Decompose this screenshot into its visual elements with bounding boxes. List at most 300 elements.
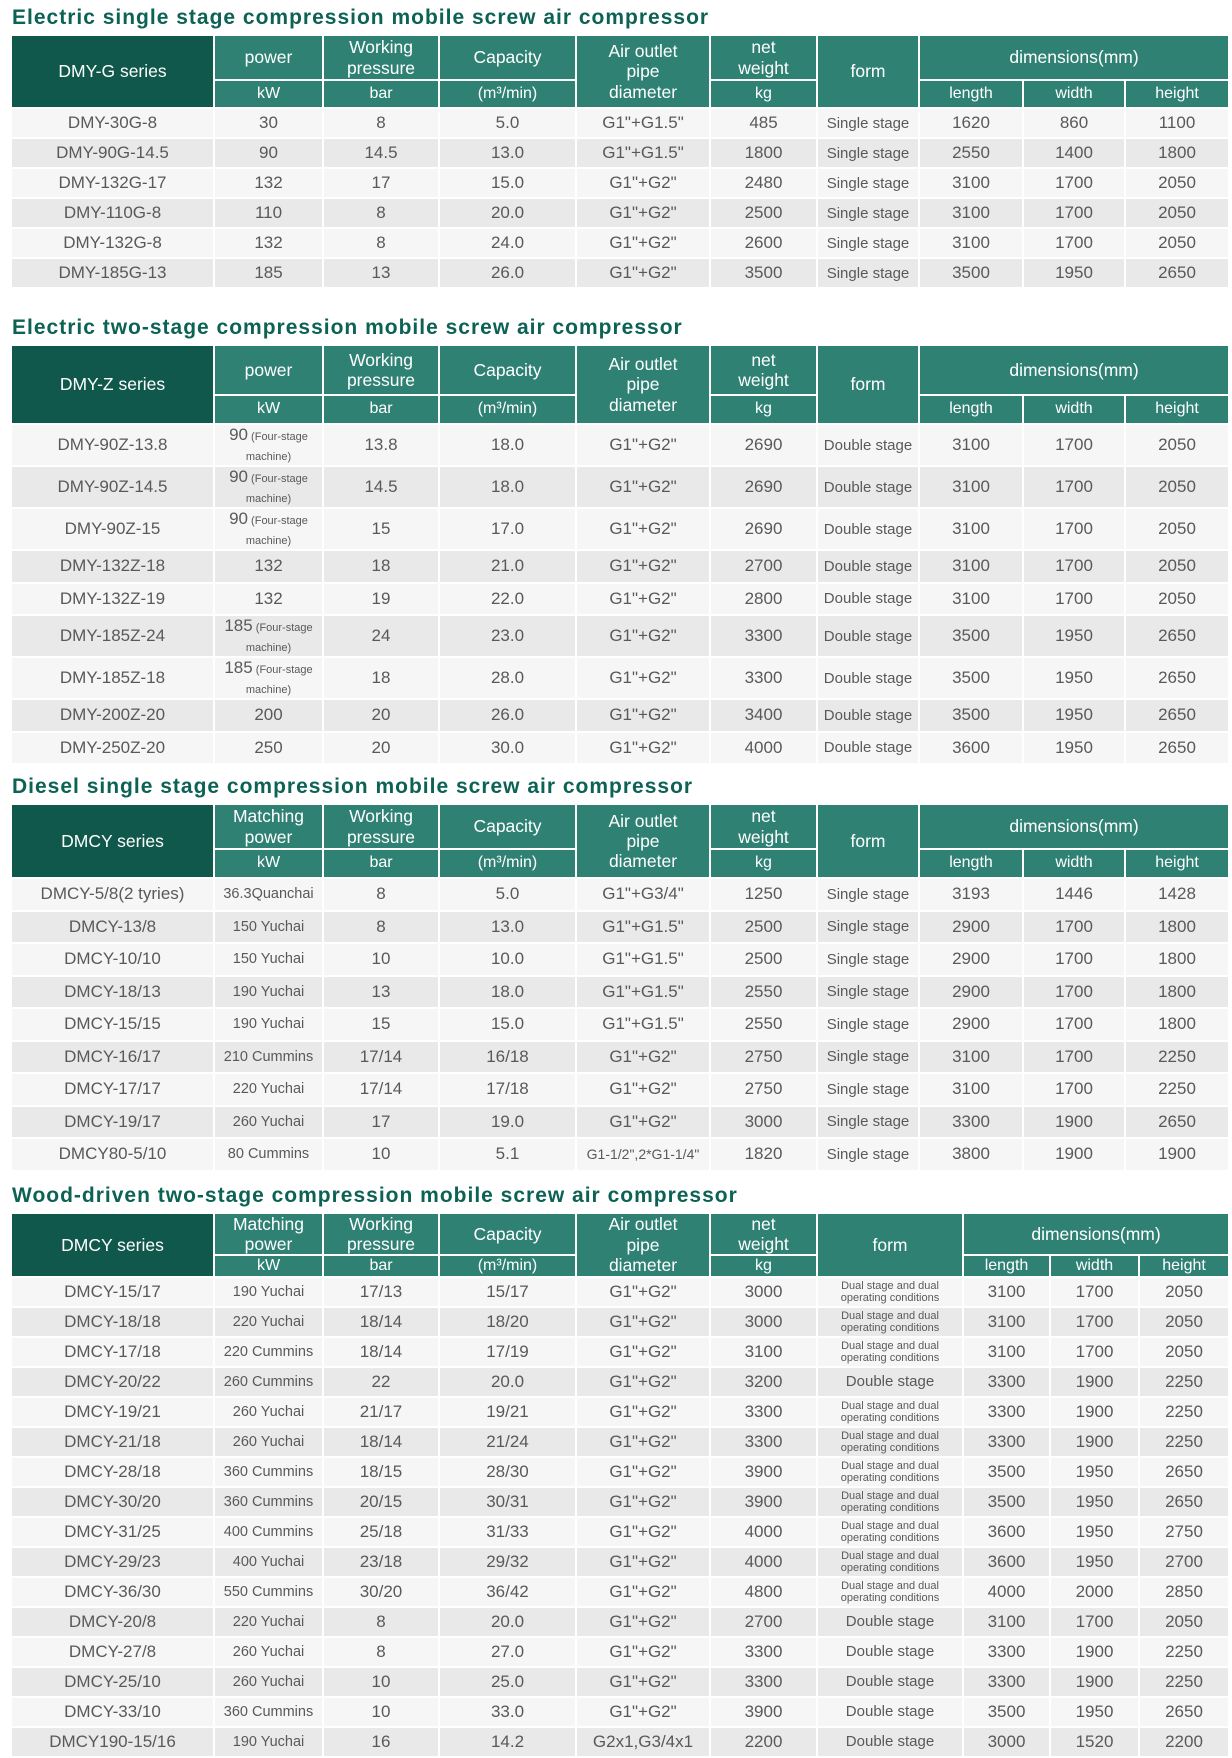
cell-pressure: 20/15: [323, 1487, 439, 1517]
cell-form: Dual stage and dual operating conditions: [817, 1547, 963, 1577]
cell-pressure: 20: [323, 699, 439, 732]
power-value: 260 Yuchai: [232, 1403, 305, 1420]
capacity-unit: (m³/min): [439, 1255, 576, 1277]
cell-length: 3300: [963, 1367, 1050, 1397]
cell-power: [214, 657, 323, 699]
cell-length: 3100: [919, 550, 1023, 583]
form-header: form: [817, 345, 919, 424]
cell-width: 1950: [1023, 258, 1125, 288]
table-row: [11, 1138, 1229, 1171]
cell-width: 1700: [1023, 424, 1125, 466]
cell-capacity: 21.0: [439, 550, 576, 583]
cell-length: 3500: [919, 615, 1023, 657]
cell-length: 3100: [919, 168, 1023, 198]
cell-outlet: G1"+G2": [576, 1427, 710, 1457]
capacity-unit: (m³/min): [439, 849, 576, 878]
table-row: [11, 1607, 1229, 1637]
cell-power: [214, 168, 323, 198]
cell-model: DMCY-25/10: [11, 1667, 214, 1697]
cell-length: 3100: [919, 198, 1023, 228]
cell-capacity: 13.0: [439, 138, 576, 168]
cell-weight: 2480: [710, 168, 817, 198]
cell-form: Single stage: [817, 108, 919, 138]
cell-pressure: 17: [323, 168, 439, 198]
form-header: form: [817, 804, 919, 878]
table-row: [11, 1277, 1229, 1307]
cell-form: Double stage: [817, 508, 919, 550]
cell-height: 2650: [1139, 1457, 1229, 1487]
cell-capacity: 18.0: [439, 976, 576, 1009]
cell-model: DMCY-33/10: [11, 1697, 214, 1727]
cell-model: DMCY-15/15: [11, 1008, 214, 1041]
weight-header: net weight: [710, 804, 817, 849]
cell-height: 2050: [1125, 583, 1229, 616]
cell-power: [214, 1637, 323, 1667]
cell-power: [214, 424, 323, 466]
cell-power: [214, 1547, 323, 1577]
length-header: length: [963, 1255, 1050, 1277]
cell-height: 1800: [1125, 943, 1229, 976]
weight-unit: kg: [710, 1255, 817, 1277]
cell-capacity: 10.0: [439, 943, 576, 976]
cell-outlet: G1"+G2": [576, 1577, 710, 1607]
cell-outlet: G1"+G2": [576, 1041, 710, 1074]
weight-unit: kg: [710, 395, 817, 424]
cell-weight: 2550: [710, 1008, 817, 1041]
power-value: 260 Yuchai: [232, 1113, 305, 1130]
cell-power: [214, 1517, 323, 1547]
cell-height: 2050: [1139, 1277, 1229, 1307]
cell-height: 2250: [1139, 1367, 1229, 1397]
cell-capacity: 28.0: [439, 657, 576, 699]
capacity-header: Capacity: [439, 1213, 576, 1255]
cell-height: 2200: [1139, 1727, 1229, 1757]
series-header: DMY-Z series: [11, 345, 214, 424]
cell-power: [214, 1337, 323, 1367]
cell-form: Dual stage and dual operating conditions: [817, 1577, 963, 1607]
cell-pressure: 18/14: [323, 1427, 439, 1457]
cell-form: Dual stage and dual operating conditions: [817, 1427, 963, 1457]
cell-outlet: G1"+G2": [576, 657, 710, 699]
power-value: 210 Cummins: [223, 1048, 314, 1065]
cell-pressure: 20: [323, 732, 439, 765]
form-header: form: [817, 35, 919, 108]
cell-model: DMY-132Z-19: [11, 583, 214, 616]
cell-model: DMCY-29/23: [11, 1547, 214, 1577]
cell-weight: 3200: [710, 1367, 817, 1397]
table-row: [11, 615, 1229, 657]
cell-pressure: 10: [323, 1667, 439, 1697]
power-value: 260 Yuchai: [232, 1433, 305, 1450]
cell-height: 2050: [1139, 1307, 1229, 1337]
weight-header: net weight: [710, 345, 817, 395]
cell-model: DMCY80-5/10: [11, 1138, 214, 1171]
cell-form: Single stage: [817, 228, 919, 258]
cell-height: 2650: [1125, 615, 1229, 657]
cell-length: 3100: [919, 1041, 1023, 1074]
cell-model: DMCY-31/25: [11, 1517, 214, 1547]
table-row: [11, 1367, 1229, 1397]
cell-weight: 3000: [710, 1277, 817, 1307]
cell-form: Single stage: [817, 258, 919, 288]
cell-power: [214, 615, 323, 657]
table-body: [11, 108, 1229, 288]
power-unit: kW: [214, 80, 323, 108]
pressure-header: Working pressure: [323, 35, 439, 80]
cell-model: DMCY-27/8: [11, 1637, 214, 1667]
cell-form: Single stage: [817, 1106, 919, 1139]
cell-length: 2550: [919, 138, 1023, 168]
cell-model: DMCY-10/10: [11, 943, 214, 976]
cell-length: 3100: [919, 1073, 1023, 1106]
cell-outlet: G1"+G2": [576, 1073, 710, 1106]
length-header: length: [919, 80, 1023, 108]
cell-outlet: G1"+G2": [576, 732, 710, 765]
cell-pressure: 18/15: [323, 1457, 439, 1487]
cell-weight: 3300: [710, 657, 817, 699]
cell-power: [214, 1667, 323, 1697]
power-value: 185: [224, 616, 253, 635]
power-value: 250: [254, 737, 283, 757]
power-value: 132: [254, 233, 283, 252]
cell-power: [214, 1427, 323, 1457]
capacity-header: Capacity: [439, 345, 576, 395]
cell-power: [214, 1138, 323, 1171]
cell-model: DMCY190-15/16: [11, 1727, 214, 1757]
cell-height: 2250: [1139, 1667, 1229, 1697]
cell-height: 2250: [1125, 1041, 1229, 1074]
cell-pressure: 17/13: [323, 1277, 439, 1307]
cell-width: 1950: [1050, 1547, 1139, 1577]
power-unit: kW: [214, 395, 323, 424]
cell-height: 2700: [1139, 1547, 1229, 1577]
cell-power: [214, 1697, 323, 1727]
cell-length: 2900: [919, 976, 1023, 1009]
cell-height: 2050: [1125, 550, 1229, 583]
cell-form: Double stage: [817, 657, 919, 699]
cell-outlet: G1"+G1.5": [576, 911, 710, 944]
spec-table: [10, 34, 1230, 289]
table-row: [11, 943, 1229, 976]
cell-model: DMCY-15/17: [11, 1277, 214, 1307]
section-title: Electric single stage compression mobile screw air compressor: [12, 6, 710, 29]
cell-weight: 2200: [710, 1727, 817, 1757]
cell-outlet: G1"+G2": [576, 1547, 710, 1577]
cell-pressure: 17/14: [323, 1041, 439, 1074]
cell-length: 3500: [919, 258, 1023, 288]
cell-model: DMY-185Z-24: [11, 615, 214, 657]
power-value: 360 Cummins: [223, 1493, 314, 1510]
cell-width: 860: [1023, 108, 1125, 138]
cell-width: 1950: [1050, 1457, 1139, 1487]
cell-pressure: 18/14: [323, 1307, 439, 1337]
dimensions-header: dimensions(mm): [919, 345, 1229, 395]
cell-model: DMY-132G-17: [11, 168, 214, 198]
cell-width: 1700: [1023, 228, 1125, 258]
cell-pressure: 13.8: [323, 424, 439, 466]
cell-power: [214, 1307, 323, 1337]
cell-form: Single stage: [817, 1008, 919, 1041]
cell-weight: 2700: [710, 550, 817, 583]
cell-outlet: G1"+G2": [576, 1277, 710, 1307]
cell-width: 1900: [1023, 1138, 1125, 1171]
power-value: 260 Yuchai: [232, 1673, 305, 1690]
cell-model: DMY-185G-13: [11, 258, 214, 288]
cell-power: [214, 228, 323, 258]
cell-weight: 3000: [710, 1106, 817, 1139]
pressure-unit: bar: [323, 395, 439, 424]
cell-model: DMCY-36/30: [11, 1577, 214, 1607]
power-value: 80 Cummins: [227, 1146, 310, 1163]
cell-weight: 2500: [710, 911, 817, 944]
cell-weight: 1800: [710, 138, 817, 168]
table-row: [11, 550, 1229, 583]
cell-height: 2250: [1139, 1397, 1229, 1427]
cell-outlet: G1"+G2": [576, 1667, 710, 1697]
power-note: (Four-stage machine): [245, 431, 308, 463]
cell-pressure: 19: [323, 583, 439, 616]
table-row: [11, 1487, 1229, 1517]
table-row: [11, 1073, 1229, 1106]
cell-power: [214, 1073, 323, 1106]
cell-width: 1700: [1023, 1073, 1125, 1106]
cell-form: Double stage: [817, 732, 919, 765]
width-header: width: [1023, 80, 1125, 108]
power-value: 360 Cummins: [223, 1703, 314, 1720]
cell-capacity: 26.0: [439, 258, 576, 288]
cell-pressure: 8: [323, 198, 439, 228]
cell-length: 4000: [963, 1577, 1050, 1607]
cell-outlet: G1"+G3/4": [576, 878, 710, 911]
cell-model: DMCY-16/17: [11, 1041, 214, 1074]
cell-height: 2050: [1125, 508, 1229, 550]
width-header: width: [1050, 1255, 1139, 1277]
cell-outlet: G2x1,G3/4x1: [576, 1727, 710, 1757]
cell-length: 3300: [963, 1397, 1050, 1427]
table-row: [11, 1667, 1229, 1697]
cell-width: 1950: [1050, 1487, 1139, 1517]
cell-power: [214, 1041, 323, 1074]
cell-width: 1700: [1050, 1337, 1139, 1367]
cell-capacity: 31/33: [439, 1517, 576, 1547]
cell-length: 3500: [963, 1697, 1050, 1727]
cell-pressure: 8: [323, 911, 439, 944]
power-unit: kW: [214, 1255, 323, 1277]
cell-weight: 2750: [710, 1073, 817, 1106]
cell-model: DMCY-18/18: [11, 1307, 214, 1337]
cell-outlet: G1"+G2": [576, 1397, 710, 1427]
cell-height: 2850: [1139, 1577, 1229, 1607]
cell-width: 1950: [1050, 1697, 1139, 1727]
cell-length: 3500: [963, 1457, 1050, 1487]
cell-length: 2900: [919, 1008, 1023, 1041]
power-value: 190 Yuchai: [232, 1733, 305, 1750]
cell-outlet: G1"+G1.5": [576, 138, 710, 168]
power-value: 360 Cummins: [223, 1463, 314, 1480]
cell-outlet: G1"+G2": [576, 424, 710, 466]
cell-height: 2650: [1125, 1106, 1229, 1139]
table-row: [11, 1637, 1229, 1667]
cell-weight: 2600: [710, 228, 817, 258]
cell-outlet: G1"+G2": [576, 699, 710, 732]
cell-outlet: G1"+G1.5": [576, 943, 710, 976]
cell-weight: 2700: [710, 1607, 817, 1637]
cell-power: [214, 508, 323, 550]
power-value: 190 Yuchai: [232, 1016, 305, 1033]
table-header: [11, 804, 1229, 878]
power-note: (Four-stage machine): [245, 664, 313, 696]
power-value: 36.3Quanchai: [223, 886, 314, 903]
cell-height: 1800: [1125, 1008, 1229, 1041]
cell-capacity: 23.0: [439, 615, 576, 657]
cell-outlet: G1"+G2": [576, 228, 710, 258]
cell-form: Single stage: [817, 943, 919, 976]
power-value: 150 Yuchai: [232, 951, 305, 968]
power-value: 400 Cummins: [223, 1523, 314, 1540]
capacity-header: Capacity: [439, 804, 576, 849]
width-header: width: [1023, 849, 1125, 878]
cell-power: [214, 976, 323, 1009]
power-value: 90: [229, 509, 248, 528]
pressure-unit: bar: [323, 80, 439, 108]
compressor-table-section: [10, 1183, 1228, 1758]
cell-weight: 2690: [710, 508, 817, 550]
cell-height: 1800: [1125, 976, 1229, 1009]
cell-width: 1700: [1023, 943, 1125, 976]
cell-height: 2750: [1139, 1517, 1229, 1547]
cell-pressure: 8: [323, 108, 439, 138]
cell-form: Dual stage and dual operating conditions: [817, 1397, 963, 1427]
cell-length: 2900: [919, 943, 1023, 976]
cell-model: DMY-200Z-20: [11, 699, 214, 732]
cell-width: 1950: [1023, 732, 1125, 765]
power-note: (Four-stage machine): [245, 622, 313, 654]
cell-outlet: G1"+G1.5": [576, 108, 710, 138]
cell-power: [214, 1577, 323, 1607]
weight-unit: kg: [710, 80, 817, 108]
cell-width: 2000: [1050, 1577, 1139, 1607]
outlet-header: Air outlet pipe diameter: [576, 345, 710, 424]
cell-pressure: 25/18: [323, 1517, 439, 1547]
cell-height: 2250: [1139, 1637, 1229, 1667]
power-value: 90: [229, 467, 248, 486]
power-value: 220 Yuchai: [232, 1081, 305, 1098]
table-row: [11, 424, 1229, 466]
cell-pressure: 13: [323, 976, 439, 1009]
cell-weight: 3100: [710, 1337, 817, 1367]
dimensions-header: dimensions(mm): [919, 804, 1229, 849]
cell-model: DMCY-20/22: [11, 1367, 214, 1397]
cell-height: 2050: [1125, 424, 1229, 466]
cell-width: 1950: [1023, 699, 1125, 732]
cell-power: [214, 732, 323, 765]
cell-pressure: 10: [323, 1138, 439, 1171]
cell-width: 1700: [1023, 911, 1125, 944]
cell-power: [214, 108, 323, 138]
power-value: 400 Yuchai: [232, 1553, 305, 1570]
cell-power: [214, 1727, 323, 1757]
cell-weight: 1820: [710, 1138, 817, 1171]
cell-model: DMY-132Z-18: [11, 550, 214, 583]
cell-capacity: 27.0: [439, 1637, 576, 1667]
cell-form: Single stage: [817, 878, 919, 911]
pressure-header: Working pressure: [323, 1213, 439, 1255]
cell-width: 1700: [1023, 508, 1125, 550]
table-row: [11, 657, 1229, 699]
cell-weight: 3500: [710, 258, 817, 288]
power-value: 90: [259, 143, 278, 162]
cell-power: [214, 466, 323, 508]
table-row: [11, 976, 1229, 1009]
page: [0, 5, 1232, 1758]
section-title: Diesel single stage compression mobile screw air compressor: [12, 775, 694, 798]
cell-capacity: 30.0: [439, 732, 576, 765]
power-header: power: [214, 35, 323, 80]
cell-outlet: G1"+G2": [576, 1337, 710, 1367]
cell-capacity: 28/30: [439, 1457, 576, 1487]
power-value: 185: [224, 658, 253, 677]
cell-outlet: G1-1/2",2*G1-1/4": [576, 1138, 710, 1171]
cell-pressure: 8: [323, 228, 439, 258]
cell-power: [214, 550, 323, 583]
cell-width: 1900: [1023, 1106, 1125, 1139]
cell-width: 1700: [1023, 1041, 1125, 1074]
cell-form: Dual stage and dual operating conditions: [817, 1307, 963, 1337]
cell-pressure: 8: [323, 878, 439, 911]
cell-capacity: 36/42: [439, 1577, 576, 1607]
cell-pressure: 14.5: [323, 138, 439, 168]
cell-length: 3600: [963, 1517, 1050, 1547]
outlet-header: Air outlet pipe diameter: [576, 1213, 710, 1277]
cell-outlet: G1"+G2": [576, 1487, 710, 1517]
height-header: height: [1125, 80, 1229, 108]
cell-length: 3100: [963, 1337, 1050, 1367]
pressure-unit: bar: [323, 1255, 439, 1277]
cell-capacity: 25.0: [439, 1667, 576, 1697]
cell-width: 1900: [1050, 1397, 1139, 1427]
cell-model: DMY-30G-8: [11, 108, 214, 138]
cell-length: 3300: [963, 1667, 1050, 1697]
cell-height: 1800: [1125, 911, 1229, 944]
cell-length: 3100: [919, 228, 1023, 258]
cell-capacity: 20.0: [439, 1367, 576, 1397]
table-row: [11, 508, 1229, 550]
table-row: [11, 1106, 1229, 1139]
power-note: (Four-stage machine): [245, 515, 308, 547]
weight-unit: kg: [710, 849, 817, 878]
cell-outlet: G1"+G2": [576, 1517, 710, 1547]
cell-height: 2650: [1139, 1487, 1229, 1517]
power-header: Matching power: [214, 1213, 323, 1255]
cell-pressure: 22: [323, 1367, 439, 1397]
table-header: [11, 345, 1229, 424]
table-row: [11, 1041, 1229, 1074]
cell-width: 1400: [1023, 138, 1125, 168]
cell-weight: 3300: [710, 1637, 817, 1667]
cell-power: [214, 699, 323, 732]
cell-capacity: 5.1: [439, 1138, 576, 1171]
cell-power: [214, 1008, 323, 1041]
cell-model: DMY-250Z-20: [11, 732, 214, 765]
cell-weight: 485: [710, 108, 817, 138]
cell-height: 1100: [1125, 108, 1229, 138]
cell-power: [214, 583, 323, 616]
cell-pressure: 23/18: [323, 1547, 439, 1577]
height-header: height: [1125, 395, 1229, 424]
table-body: [11, 424, 1229, 764]
table-header: [11, 35, 1229, 108]
cell-height: 2650: [1125, 699, 1229, 732]
